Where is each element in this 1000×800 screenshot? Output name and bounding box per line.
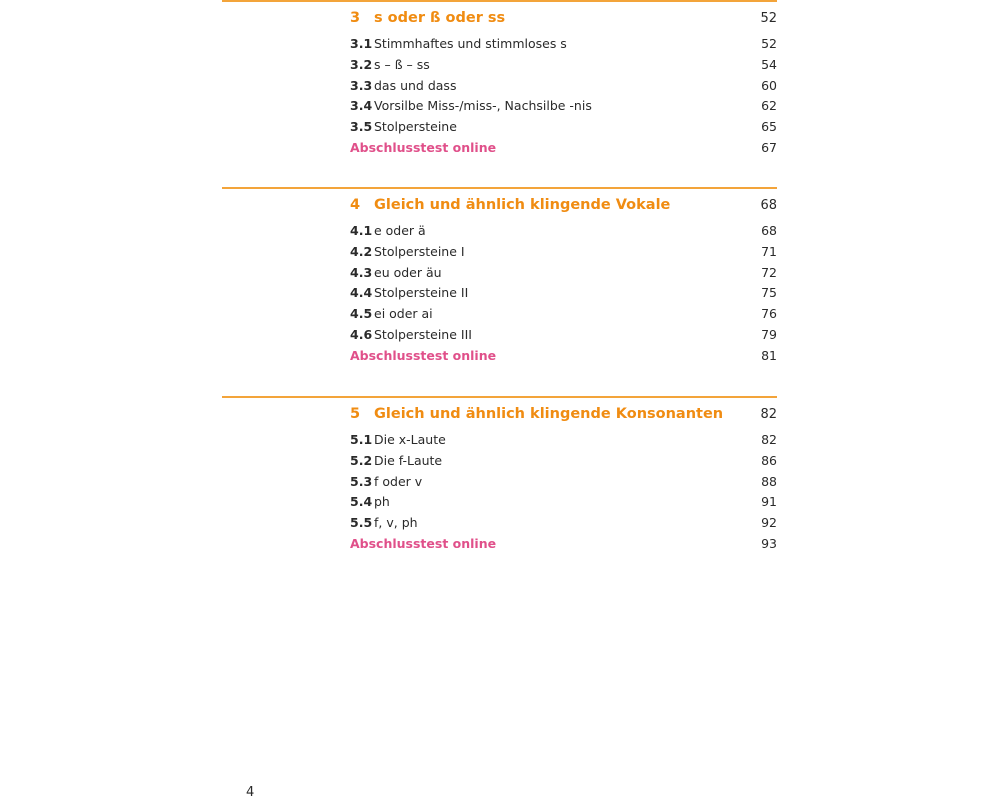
chapter-title: s oder ß oder ss [374, 10, 506, 26]
entry-number: 4.2 [350, 243, 373, 259]
chapter-page: 52 [760, 11, 777, 26]
toc-entry[interactable] [222, 304, 777, 325]
entry-page: 75 [761, 285, 777, 301]
entry-page: 93 [761, 535, 777, 551]
online-test-label: Abschlusstest online [350, 139, 497, 155]
toc-entry[interactable] [222, 430, 777, 451]
entry-title: Stolpersteine III [374, 326, 472, 342]
toc-entry[interactable] [222, 242, 777, 263]
toc-entry[interactable] [222, 513, 777, 534]
entry-title: f oder v [374, 473, 423, 489]
entry-page: 62 [761, 98, 777, 114]
entry-number: 4.3 [350, 264, 373, 280]
entry-page: 82 [761, 432, 777, 447]
chapter-5 [222, 396, 777, 555]
entry-title: s – ß – ss [374, 56, 430, 72]
entry-title: e oder ä [374, 223, 426, 238]
chapter-heading[interactable] [222, 195, 777, 219]
toc-entry[interactable] [222, 283, 777, 304]
entry-page: 65 [761, 119, 777, 135]
online-test-link[interactable] [222, 138, 777, 159]
entry-page: 68 [761, 223, 777, 238]
entry-title: Die x-Laute [374, 432, 446, 447]
entry-page: 79 [761, 326, 777, 342]
entry-title: Stolpersteine [374, 119, 457, 135]
entry-number: 3.1 [350, 36, 373, 51]
page-number: 4 [246, 785, 255, 800]
online-test-label: Abschlusstest online [350, 347, 497, 363]
chapter-divider [222, 0, 777, 2]
entry-number: 5.2 [350, 452, 373, 468]
entry-number: 5.4 [350, 494, 373, 510]
entry-page: 71 [761, 243, 777, 259]
entry-title: ei oder ai [374, 306, 433, 322]
entry-number: 4.4 [350, 285, 373, 301]
online-test-link[interactable] [222, 534, 777, 555]
entry-number: 4.1 [350, 223, 373, 238]
chapter-number: 3 [350, 10, 361, 26]
chapter-page: 68 [760, 198, 777, 213]
chapter-title: Gleich und ähnlich klingende Vokale [374, 197, 671, 213]
entry-title: f, v, ph [374, 515, 418, 531]
toc-entry[interactable] [222, 55, 777, 76]
entry-page: 81 [761, 347, 777, 363]
chapter-entries [222, 430, 777, 555]
entry-page: 88 [761, 473, 777, 489]
chapter-entries [222, 34, 777, 159]
entry-page: 54 [761, 56, 777, 72]
chapter-heading[interactable] [222, 8, 777, 32]
entry-title: das und dass [374, 77, 457, 93]
entry-number: 3.3 [350, 77, 373, 93]
toc-entry[interactable] [222, 117, 777, 138]
chapter-3 [222, 0, 777, 159]
toc-entry[interactable] [222, 96, 777, 117]
entry-number: 4.5 [350, 306, 373, 322]
entry-number: 3.5 [350, 119, 373, 135]
toc-entry[interactable] [222, 325, 777, 346]
entry-title: ph [374, 494, 390, 510]
chapter-title: Gleich und ähnlich klingende Konsonanten [374, 406, 724, 422]
entry-number: 5.1 [350, 432, 373, 447]
chapter-4 [222, 187, 777, 367]
online-test-link[interactable] [222, 346, 777, 367]
chapter-heading[interactable] [222, 404, 777, 428]
entry-page: 92 [761, 515, 777, 531]
toc-entry[interactable] [222, 263, 777, 284]
entry-title: Stimmhaftes und stimmloses s [374, 36, 567, 51]
entry-number: 4.6 [350, 326, 373, 342]
chapter-number: 5 [350, 406, 361, 422]
entry-page: 72 [761, 264, 777, 280]
toc-entry[interactable] [222, 76, 777, 97]
entry-title: Stolpersteine II [374, 285, 469, 301]
entry-page: 60 [761, 77, 777, 93]
entry-page: 86 [761, 452, 777, 468]
chapter-divider [222, 396, 777, 398]
chapter-page: 82 [760, 407, 777, 422]
entry-page: 67 [761, 139, 777, 155]
entry-title: Vorsilbe Miss-/miss-, Nachsilbe -nis [374, 98, 592, 114]
online-test-label: Abschlusstest online [350, 535, 497, 551]
toc-entry[interactable] [222, 34, 777, 55]
toc-entry[interactable] [222, 492, 777, 513]
entry-page: 76 [761, 306, 777, 322]
chapter-number: 4 [350, 197, 361, 213]
toc-entry[interactable] [222, 472, 777, 493]
entry-title: Die f-Laute [374, 452, 443, 468]
entry-page: 52 [761, 36, 777, 51]
chapter-entries [222, 221, 777, 367]
entry-number: 3.2 [350, 56, 373, 72]
entry-page: 91 [761, 494, 777, 510]
toc-entry[interactable] [222, 451, 777, 472]
entry-number: 5.5 [350, 515, 373, 531]
toc-entry[interactable] [222, 221, 777, 242]
entry-number: 3.4 [350, 98, 373, 114]
entry-number: 5.3 [350, 473, 373, 489]
chapter-divider [222, 187, 777, 189]
entry-title: eu oder äu [374, 264, 442, 280]
entry-title: Stolpersteine I [374, 243, 465, 259]
